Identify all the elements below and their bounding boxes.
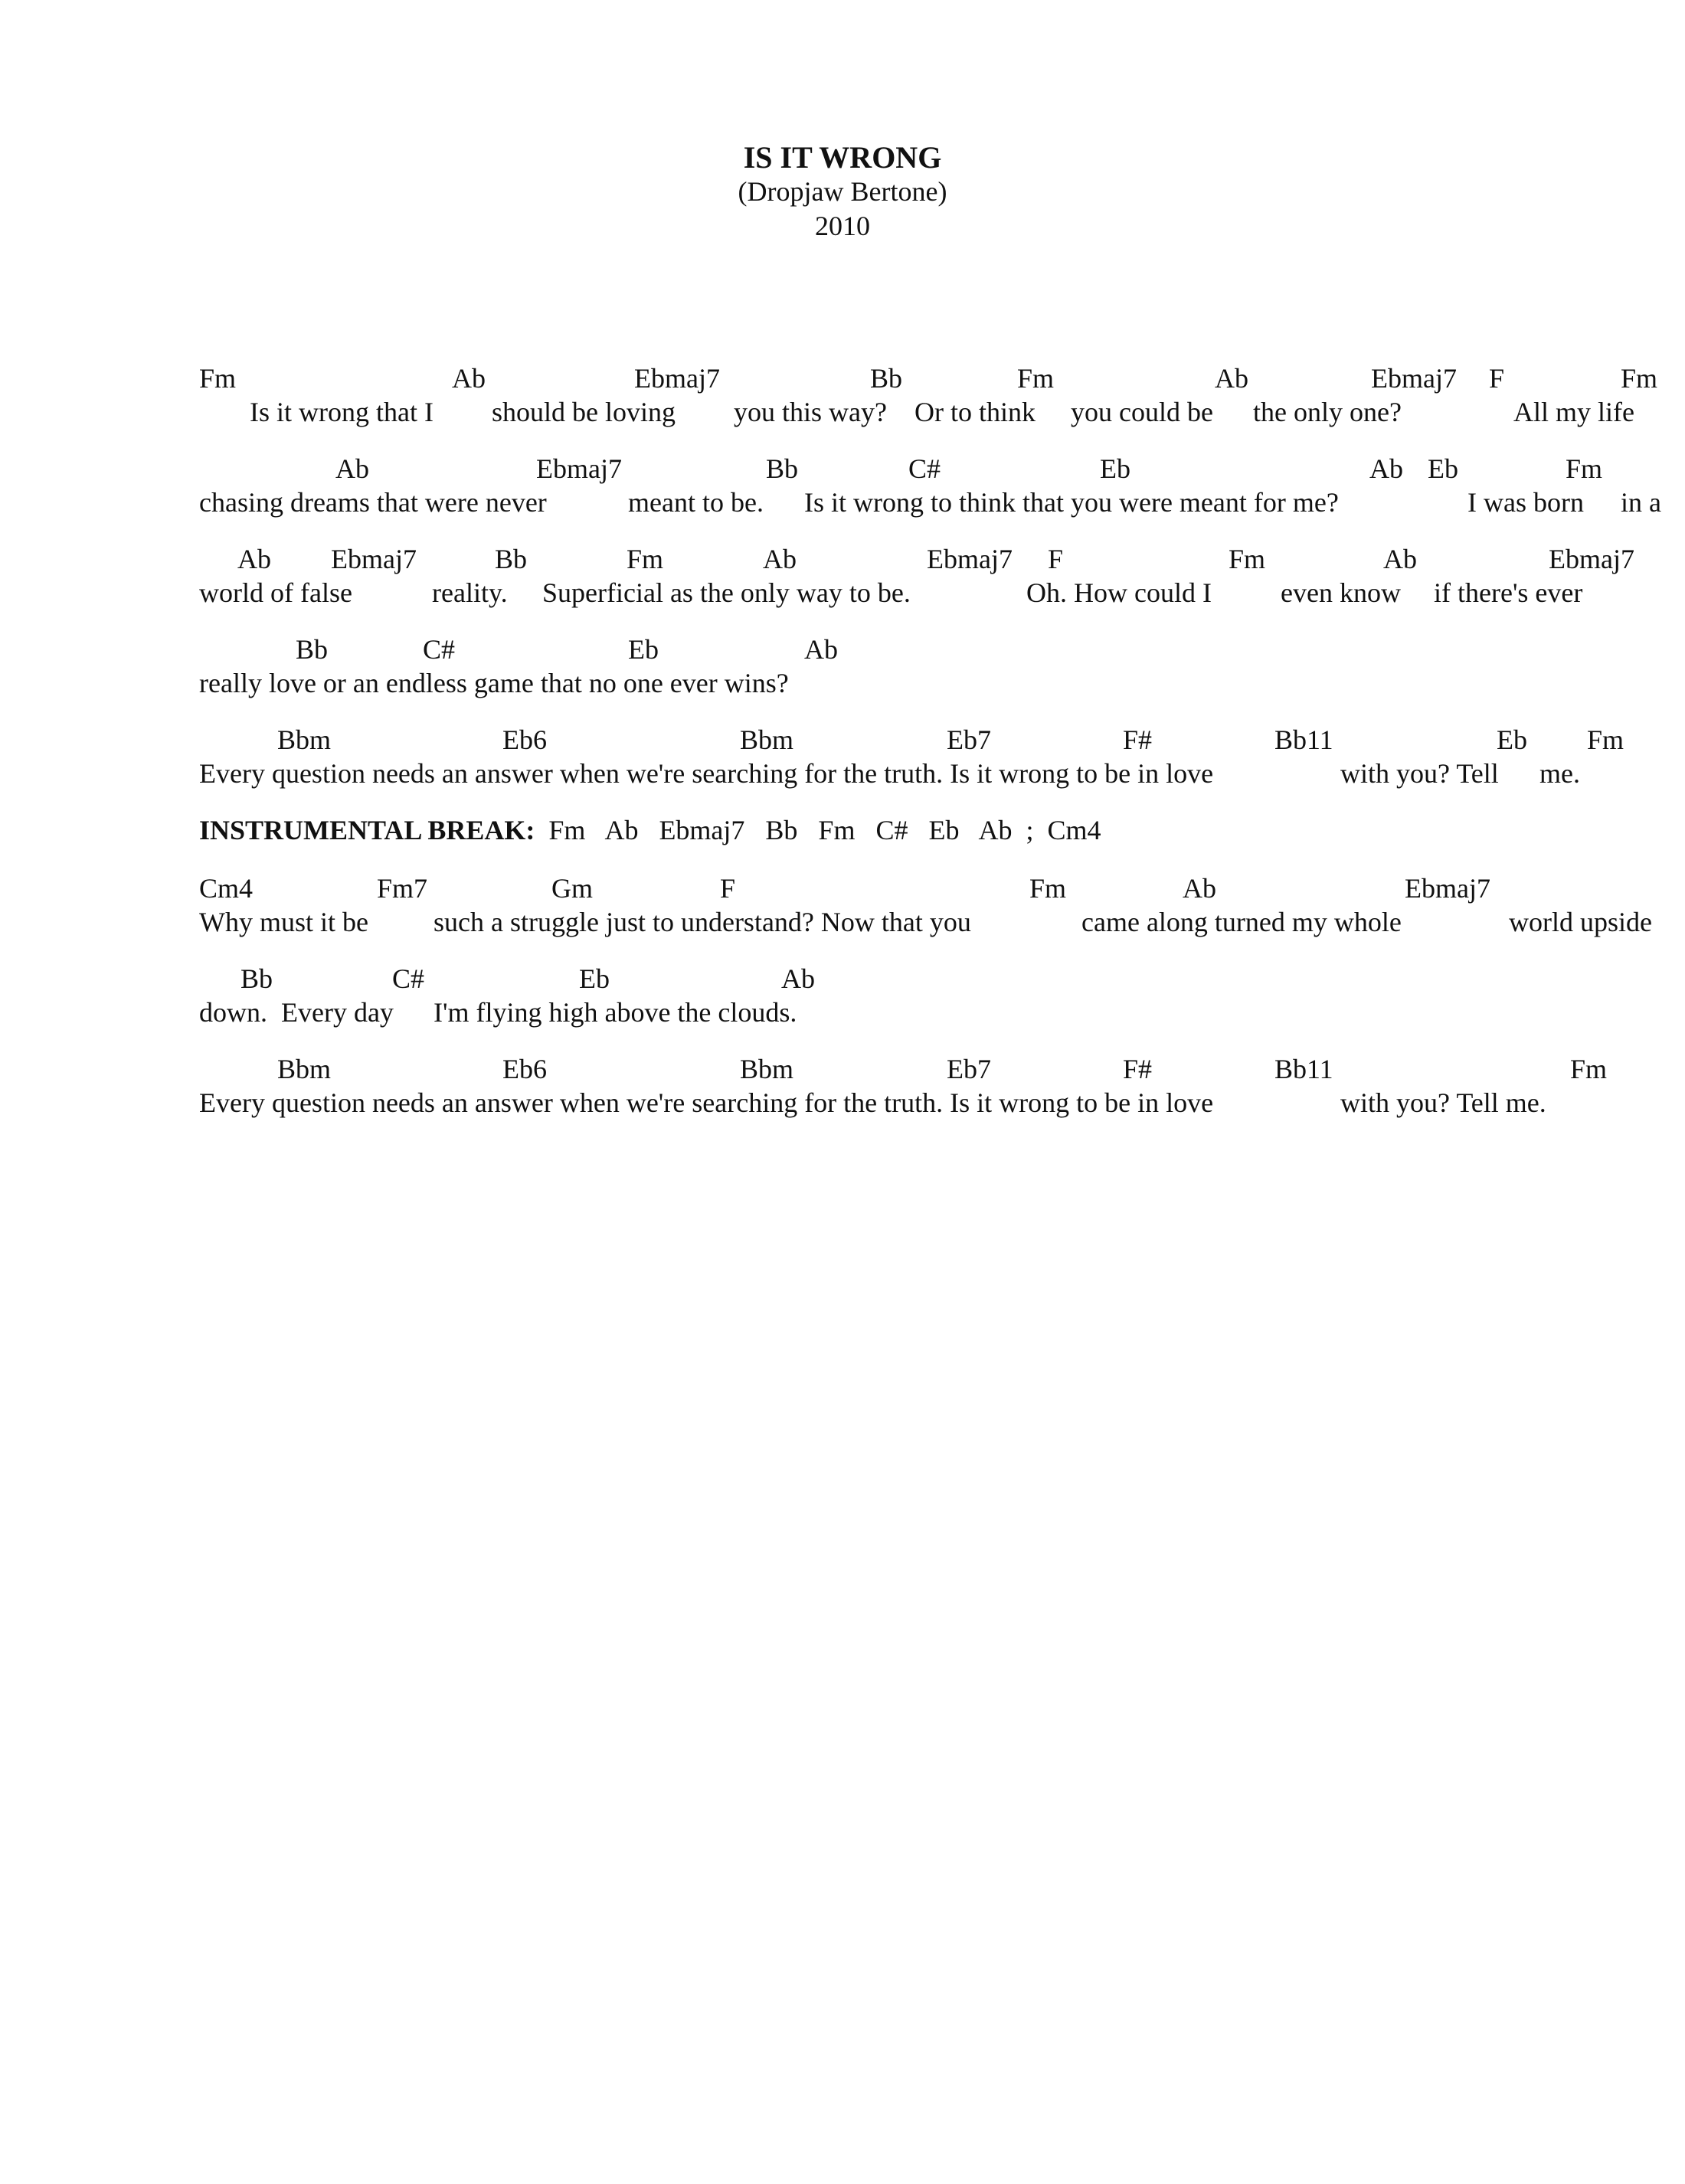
chord: F: [1048, 544, 1064, 574]
chord-line: [199, 723, 1685, 757]
chord: Bb11: [1274, 724, 1333, 755]
chord: Ab: [1215, 363, 1248, 394]
chord-line: [199, 542, 1685, 576]
lyric: I was born: [1467, 487, 1584, 518]
verse-1-system-2: [199, 452, 1685, 519]
lyric: chasing dreams that were never: [199, 487, 547, 518]
lyric: Superficial as the only way to be.: [542, 577, 911, 608]
chord-line: [199, 633, 1685, 666]
lyric-line: [199, 486, 1685, 519]
lyric: with you? Tell: [1340, 758, 1499, 789]
lyric: All my life: [1513, 397, 1634, 427]
lyric: in a: [1621, 487, 1661, 518]
lyric: really love or an endless game that no one ever wins?: [199, 668, 789, 698]
chord: Ab: [452, 363, 486, 394]
lyric: Is it wrong that I: [250, 397, 434, 427]
verse-2-system-1: [199, 871, 1685, 939]
chord: F#: [1123, 724, 1153, 755]
chord: Gm: [551, 873, 593, 904]
song-year: 2010: [815, 211, 870, 241]
chord: Fm: [1229, 544, 1266, 574]
verse-1-system-4: [199, 633, 1685, 700]
lyric-line: [199, 905, 1685, 939]
chord: F: [1489, 363, 1505, 394]
chord: Bb: [296, 634, 329, 665]
instrumental-break-chords: Fm Ab Ebmaj7 Bb Fm C# Eb Ab ; Cm4: [548, 815, 1101, 845]
lyric: down. Every day: [199, 997, 394, 1028]
chord: Eb6: [502, 724, 547, 755]
chord: Eb: [1428, 453, 1458, 484]
lyric-line: [199, 395, 1685, 429]
verse-1-system-1: [199, 361, 1685, 429]
chord: Eb: [1100, 453, 1130, 484]
lyric-line: [199, 996, 1685, 1029]
chord: Bbm: [740, 724, 794, 755]
chord: Ab: [335, 453, 369, 484]
chord: Ebmaj7: [1549, 544, 1634, 574]
lyric: Or to think: [914, 397, 1036, 427]
chord: C#: [392, 963, 425, 994]
song-artist: (Dropjaw Bertone): [738, 176, 947, 207]
chorus-1: [199, 723, 1685, 790]
instrumental-break: [199, 813, 1685, 847]
chord: Bb11: [1274, 1054, 1333, 1084]
chord: Cm4: [199, 873, 254, 904]
lyric: you could be: [1071, 397, 1213, 427]
chord: Eb6: [502, 1054, 547, 1084]
chord: F: [720, 873, 736, 904]
chord: C#: [908, 453, 941, 484]
lyric: world upside: [1509, 907, 1652, 937]
chord: Ab: [1383, 544, 1417, 574]
chord: Bb: [766, 453, 799, 484]
chord: Eb: [628, 634, 659, 665]
lyric: the only one?: [1253, 397, 1402, 427]
chord: Ab: [763, 544, 797, 574]
chorus-2: [199, 1052, 1685, 1120]
lyric: me.: [1539, 758, 1580, 789]
lyric: if there's ever: [1434, 577, 1583, 608]
chord: Ab: [781, 963, 815, 994]
chord-line: [199, 871, 1685, 905]
chord: Bbm: [740, 1054, 794, 1084]
lyric-line: [199, 757, 1685, 790]
chord: Bbm: [277, 724, 332, 755]
chord: Fm: [627, 544, 664, 574]
instrumental-break-label: INSTRUMENTAL BREAK:: [199, 815, 535, 845]
chord-line: [199, 962, 1685, 996]
verse-1-system-3: [199, 542, 1685, 610]
lyric: such a struggle just to understand? Now that you: [434, 907, 971, 937]
chord: Bb: [240, 963, 273, 994]
lyric-line: [199, 666, 1685, 700]
lyric: meant to be.: [628, 487, 764, 518]
lyric: even know: [1281, 577, 1401, 608]
chord: Ebmaj7: [331, 544, 417, 574]
chord: Fm: [1029, 873, 1067, 904]
chord: Bb: [870, 363, 903, 394]
chord: Fm7: [377, 873, 428, 904]
chord: Eb: [1497, 724, 1527, 755]
lyric: reality.: [432, 577, 508, 608]
chord: Fm: [1621, 363, 1658, 394]
lyric: Why must it be: [199, 907, 368, 937]
chord: Fm: [1587, 724, 1624, 755]
chord: Ab: [804, 634, 838, 665]
chord: Ab: [1183, 873, 1216, 904]
song-title: IS IT WRONG: [743, 140, 942, 175]
lyric: Oh. How could I: [1026, 577, 1212, 608]
lyric: I'm flying high above the clouds.: [434, 997, 797, 1028]
chord: Ebmaj7: [927, 544, 1013, 574]
chord: Fm: [1566, 453, 1603, 484]
chord: Eb: [579, 963, 610, 994]
chord: Ab: [237, 544, 271, 574]
chord: Ab: [1369, 453, 1403, 484]
chord: Ebmaj7: [1405, 873, 1490, 904]
chord: Ebmaj7: [536, 453, 622, 484]
chord-line: [199, 1052, 1685, 1086]
chord: Bb: [495, 544, 528, 574]
verse-2-system-2: [199, 962, 1685, 1029]
lyric: you this way?: [734, 397, 887, 427]
lyric: world of false: [199, 577, 352, 608]
lyric: Every question needs an answer when we're searching for the truth. Is it wrong to be in love: [199, 758, 1214, 789]
chord-line: [199, 452, 1685, 486]
lyric: Is it wrong to think that you were meant for me?: [804, 487, 1339, 518]
chord: F#: [1123, 1054, 1153, 1084]
chord-line: [199, 361, 1685, 395]
lyric: came along turned my whole: [1081, 907, 1402, 937]
chord: Eb7: [947, 1054, 991, 1084]
chord: Eb7: [947, 724, 991, 755]
lyric: should be loving: [492, 397, 676, 427]
lyric: with you? Tell me.: [1340, 1087, 1546, 1118]
chord: C#: [423, 634, 456, 665]
chord: Fm: [199, 363, 237, 394]
chord-chart: [199, 361, 1685, 1120]
chord: Bbm: [277, 1054, 332, 1084]
chord: Fm: [1017, 363, 1055, 394]
lyric: Every question needs an answer when we're searching for the truth. Is it wrong to be in love: [199, 1087, 1214, 1118]
chord: Fm: [1570, 1054, 1608, 1084]
lyric-line: [199, 1086, 1685, 1120]
chord: Ebmaj7: [1371, 363, 1457, 394]
chord: Ebmaj7: [634, 363, 720, 394]
lyric-line: [199, 576, 1685, 610]
